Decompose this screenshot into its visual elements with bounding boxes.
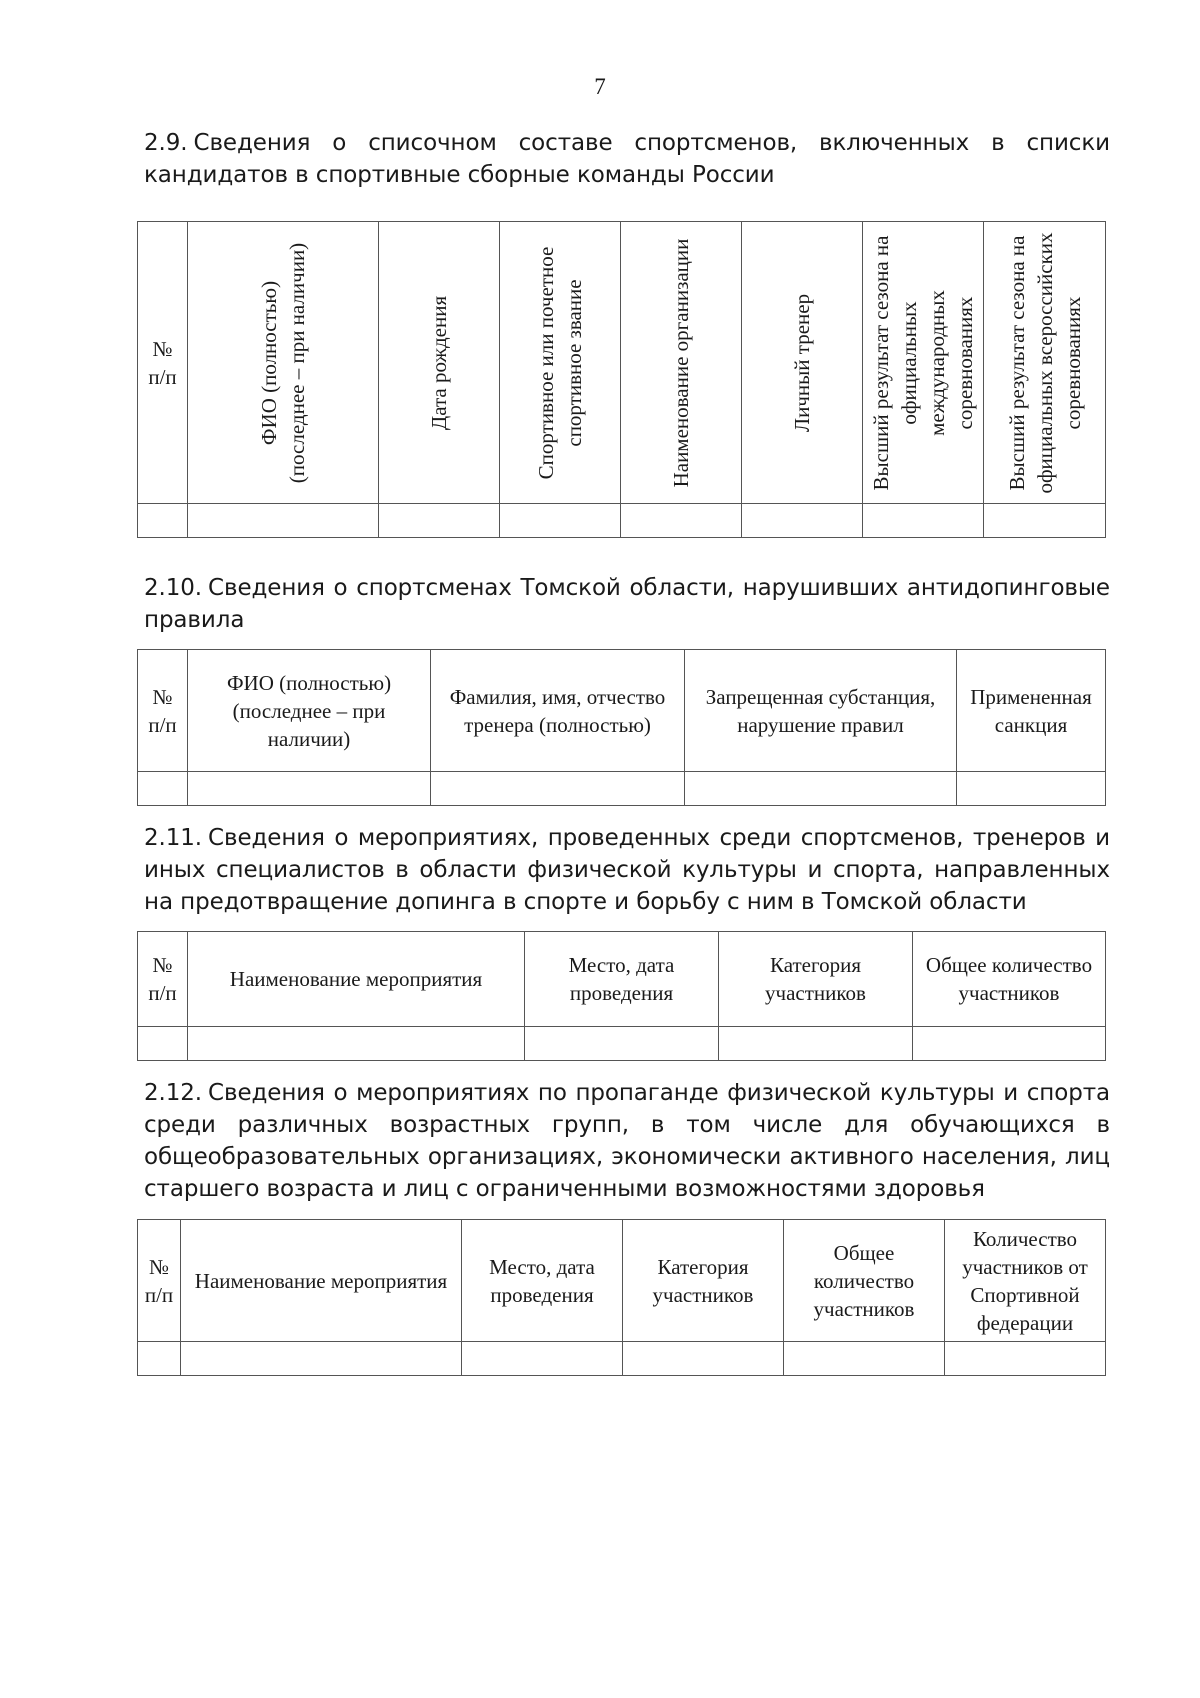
col-participant-category: Категория участников xyxy=(623,1220,784,1342)
col-num: № п/п xyxy=(138,222,188,504)
table-cell[interactable] xyxy=(957,772,1106,806)
col-intl-result-label: Высший результат сезона на официальных международных соревнованиях xyxy=(869,235,977,490)
header-row xyxy=(138,650,1106,772)
col-num: № п/п xyxy=(138,650,188,772)
table-cell[interactable] xyxy=(719,1027,913,1061)
section-2-12-heading xyxy=(144,1077,1110,1205)
col-sport-rank xyxy=(500,222,621,504)
col-participant-category: Категория участников xyxy=(719,932,913,1027)
col-total-participants: Общее количество участников xyxy=(913,932,1106,1027)
table-cell[interactable] xyxy=(138,772,188,806)
col-federation-participants: Количество участников от Спортивной федерации xyxy=(945,1220,1106,1342)
section-number: 2.11. xyxy=(144,825,203,851)
table-cell[interactable] xyxy=(784,1342,945,1376)
col-fio-label: ФИО (полностью) (последнее – при наличии) xyxy=(257,242,309,483)
section-title: Сведения о спортсменах Томской области, нарушивших антидопинговые правила xyxy=(144,575,1110,633)
col-sport-rank-label: Спортивное или почетное спортивное звание xyxy=(534,246,586,479)
section-title: Сведения о списочном составе спортсменов, включенных в списки кандидатов в спортивные сборные команды России xyxy=(144,130,1110,188)
section-2-11-heading xyxy=(144,822,1110,918)
table-row xyxy=(138,1342,1106,1376)
section-number: 2.9. xyxy=(144,130,188,156)
table-cell[interactable] xyxy=(525,1027,719,1061)
col-event-name: Наименование мероприятия xyxy=(188,932,525,1027)
table-cell[interactable] xyxy=(379,504,500,538)
col-organization xyxy=(621,222,742,504)
col-organization-label: Наименование организации xyxy=(669,238,693,487)
header-row xyxy=(138,932,1106,1027)
col-national-result xyxy=(984,222,1106,504)
col-coach: Фамилия, имя, отчество тренера (полностью) xyxy=(431,650,685,772)
table-cell[interactable] xyxy=(984,504,1106,538)
section-number: 2.10. xyxy=(144,575,203,601)
table-cell[interactable] xyxy=(138,1027,188,1061)
section-2-9-heading xyxy=(144,127,1110,191)
page-number: 7 xyxy=(594,74,606,99)
col-birth-date xyxy=(379,222,500,504)
table-row xyxy=(138,772,1106,806)
table-cell[interactable] xyxy=(188,1027,525,1061)
col-sanction: Примененная санкция xyxy=(957,650,1106,772)
col-personal-coach-label: Личный тренер xyxy=(790,293,814,432)
header-row xyxy=(138,1220,1106,1342)
sport-promotion-events-table xyxy=(137,1219,1106,1376)
table-cell[interactable] xyxy=(685,772,957,806)
section-2-10-heading xyxy=(144,572,1110,636)
col-place-date: Место, дата проведения xyxy=(525,932,719,1027)
table-cell[interactable] xyxy=(623,1342,784,1376)
section-number: 2.12. xyxy=(144,1080,203,1106)
table-cell[interactable] xyxy=(138,1342,181,1376)
table-cell[interactable] xyxy=(138,504,188,538)
col-intl-result xyxy=(863,222,984,504)
section-title: Сведения о мероприятиях, проведенных среди спортсменов, тренеров и иных специалистов в области физической культуры и спорта, направленных на предотвращение допинга в спорте и борьбу с ним в Томской области xyxy=(144,825,1110,915)
table-row xyxy=(138,1027,1106,1061)
doping-violations-table xyxy=(137,649,1106,806)
table-cell[interactable] xyxy=(913,1027,1106,1061)
table-cell[interactable] xyxy=(181,1342,462,1376)
table-cell[interactable] xyxy=(500,504,621,538)
col-num: № п/п xyxy=(138,1220,181,1342)
col-num: № п/п xyxy=(138,932,188,1027)
table-cell[interactable] xyxy=(621,504,742,538)
table-row xyxy=(138,504,1106,538)
col-national-result-label: Высший результат сезона на официальных всероссийских соревнованиях xyxy=(1004,231,1085,494)
table-cell[interactable] xyxy=(742,504,863,538)
antidoping-events-table xyxy=(137,931,1106,1061)
table-cell[interactable] xyxy=(431,772,685,806)
col-substance: Запрещенная субстанция, нарушение правил xyxy=(685,650,957,772)
candidates-table xyxy=(137,221,1106,538)
table-cell[interactable] xyxy=(863,504,984,538)
table-cell[interactable] xyxy=(188,504,379,538)
col-fio xyxy=(188,222,379,504)
table-cell[interactable] xyxy=(188,772,431,806)
table-cell[interactable] xyxy=(945,1342,1106,1376)
col-fio: ФИО (полностью) (последнее – при наличии) xyxy=(188,650,431,772)
col-place-date: Место, дата проведения xyxy=(462,1220,623,1342)
col-personal-coach xyxy=(742,222,863,504)
col-event-name: Наименование мероприятия xyxy=(181,1220,462,1342)
table-cell[interactable] xyxy=(462,1342,623,1376)
header-row xyxy=(138,222,1106,504)
col-total-participants: Общее количество участников xyxy=(784,1220,945,1342)
section-title: Сведения о мероприятиях по пропаганде физической культуры и спорта среди различных возрастных групп, в том числе для обучающихся в общеобразовательных организациях, экономически активного населения, лиц старшего возраста и лиц с ограниченными возможностями здоровья xyxy=(144,1080,1110,1202)
col-birth-date-label: Дата рождения xyxy=(427,295,451,430)
